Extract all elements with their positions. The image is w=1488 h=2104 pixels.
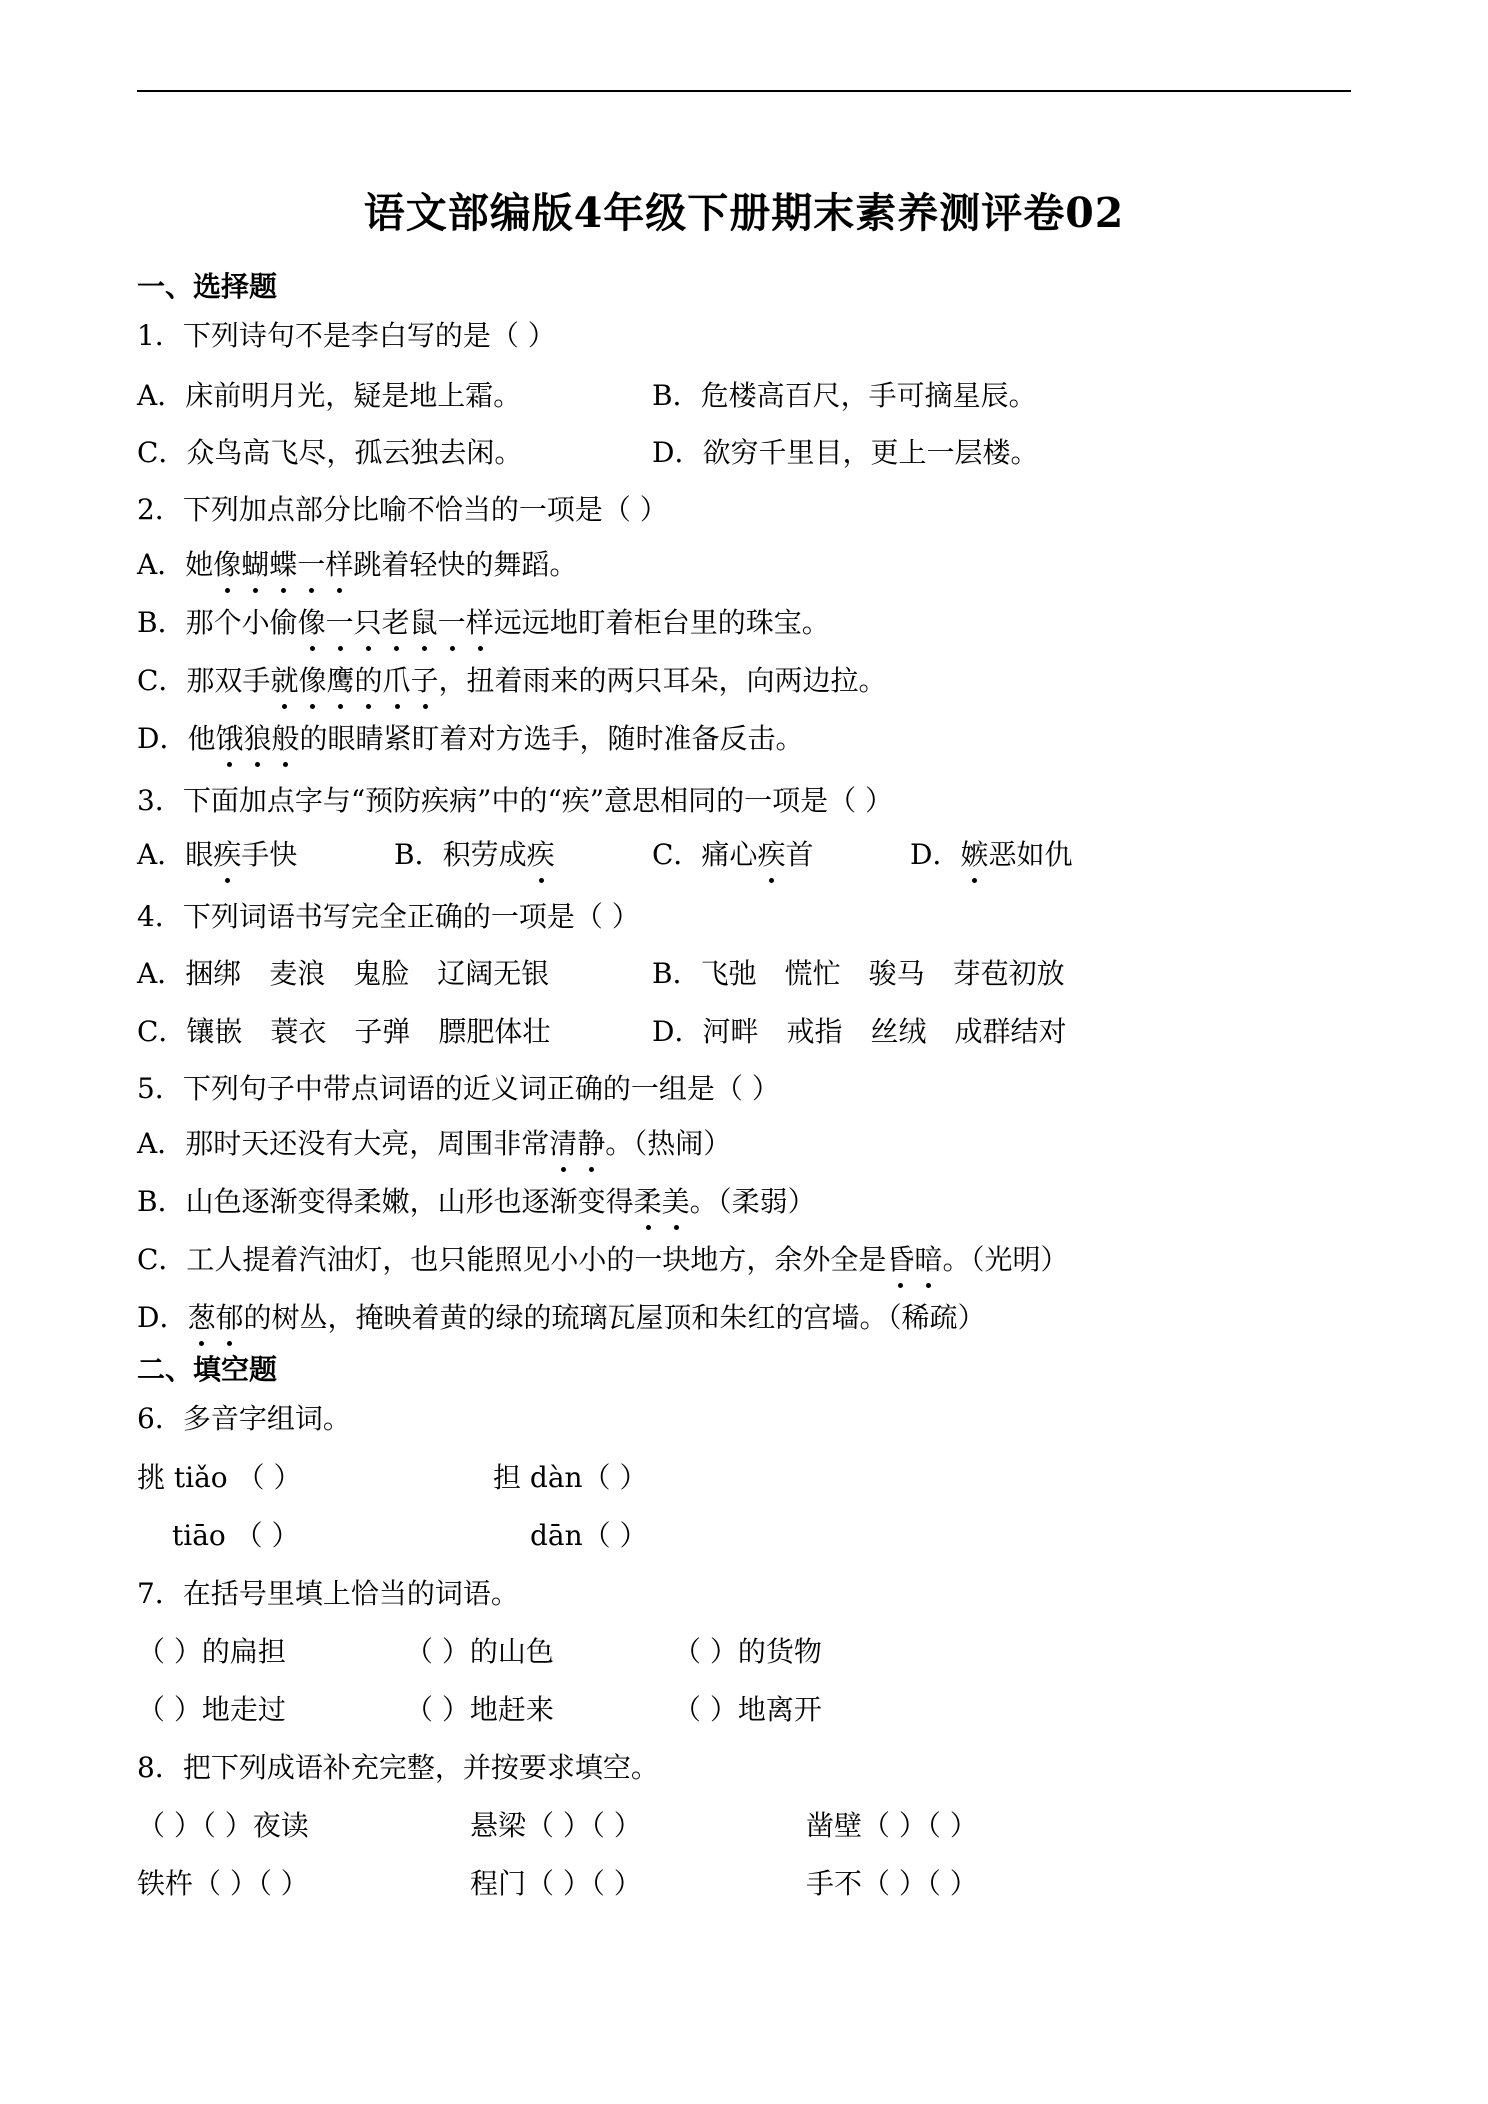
dotted-phrase — [270, 664, 438, 697]
question-6-row2-left: tiāo （ ） — [172, 1519, 300, 1552]
emphasis-dot-char: 昏 — [886, 1241, 914, 1279]
question-1-option-b: B．危楼高百尺，手可摘星辰。 — [652, 379, 1037, 412]
emphasis-dot-char: 鼠 — [410, 604, 438, 642]
question-7-stem: 7．在括号里填上恰当的词语。 — [137, 1577, 519, 1610]
emphasis-dot-char: 美 — [662, 1183, 690, 1221]
emphasis-dot-char: 狼 — [243, 720, 271, 758]
emphasis-dot-char: 样 — [466, 604, 494, 642]
question-1-option-c: C．众鸟高飞尽，孤云独去闲。 — [137, 436, 523, 469]
question-4-option-b: B．飞弛 慌忙 骏马 芽苞初放 — [652, 957, 1065, 990]
dotted-char — [527, 838, 555, 871]
dotted-phrase — [215, 722, 299, 755]
dotted-word — [549, 1127, 605, 1160]
question-6-row1-left: 挑 tiǎo （ ） — [137, 1461, 302, 1494]
question-6-row2-right: dān（ ） — [530, 1519, 648, 1552]
emphasis-dot-char: 清 — [549, 1125, 577, 1163]
question-6-stem: 6．多音字组词。 — [137, 1402, 351, 1435]
emphasis-dot-char: 嫉 — [960, 836, 988, 874]
question-4-option-a: A．捆绑 麦浪 鬼脸 辽阔无银 — [137, 957, 550, 990]
emphasis-dot-char: 柔 — [634, 1183, 662, 1221]
question-2-option-b: B．那个小偷像一只老鼠一样远远地盯着柜台里的珠宝。 — [137, 604, 830, 642]
question-5-option-c: C．工人提着汽油灯，也只能照见小小的一块地方，余外全是昏暗。（光明） — [137, 1241, 1068, 1279]
question-7-r2-item-1: （ ）地走过 — [137, 1693, 286, 1726]
question-8-r1-item-3: 凿壁（ ）（ ） — [806, 1809, 978, 1842]
dotted-char — [757, 838, 785, 871]
question-7-r2-item-2: （ ）地赶来 — [405, 1693, 554, 1726]
question-3-option-d: D．嫉恶如仇 — [910, 836, 1072, 874]
question-2-option-a: A．她像蝴蝶一样跳着轻快的舞蹈。 — [137, 546, 577, 584]
header-rule — [137, 90, 1351, 92]
question-7-r2-item-3: （ ）地离开 — [673, 1693, 822, 1726]
emphasis-dot-char: 一 — [438, 604, 466, 642]
emphasis-dot-char: 饿 — [215, 720, 243, 758]
section-heading-fill: 二、填空题 — [137, 1353, 278, 1386]
emphasis-dot-char: 爪 — [383, 662, 411, 700]
question-8-r1-item-2: 悬梁（ ）（ ） — [470, 1809, 642, 1842]
question-5-stem: 5．下列句子中带点词语的近义词正确的一组是（ ） — [137, 1072, 780, 1105]
question-1-option-a: A．床前明月光，疑是地上霜。 — [137, 379, 522, 412]
emphasis-dot-char: 蝶 — [269, 546, 297, 584]
emphasis-dot-char: 般 — [271, 720, 299, 758]
question-7-r1-item-2: （ ）的山色 — [405, 1635, 554, 1668]
emphasis-dot-char: 疾 — [527, 836, 555, 874]
question-3-option-c: C．痛心疾首 — [652, 836, 813, 874]
emphasis-dot-char: 疾 — [757, 836, 785, 874]
emphasis-dot-char: 郁 — [215, 1299, 243, 1337]
emphasis-dot-char: 静 — [577, 1125, 605, 1163]
question-2-option-c: C．那双手就像鹰的爪子，扭着雨来的两只耳朵，向两边拉。 — [137, 662, 887, 700]
emphasis-dot-char: 疾 — [213, 836, 241, 874]
question-1-stem: 1．下列诗句不是李白写的是（ ） — [137, 319, 556, 352]
question-8-r2-item-3: 手不（ ）（ ） — [806, 1867, 978, 1900]
question-3-option-b: B．积劳成疾 — [394, 836, 555, 874]
dotted-char — [960, 838, 988, 871]
question-4-option-c: C．镶嵌 蓑衣 子弹 膘肥体壮 — [137, 1015, 551, 1048]
question-4-stem: 4．下列词语书写完全正确的一项是（ ） — [137, 900, 640, 933]
question-6-row1-right: 担 dàn（ ） — [493, 1461, 648, 1494]
emphasis-dot-char: 葱 — [187, 1299, 215, 1337]
question-5-option-d: D．葱郁的树丛，掩映着黄的绿的琉璃瓦屋顶和朱红的宫墙。（稀疏） — [137, 1299, 986, 1337]
emphasis-dot-char: 像 — [213, 546, 241, 584]
dotted-word — [886, 1243, 942, 1276]
question-8-stem: 8．把下列成语补充完整，并按要求填空。 — [137, 1751, 659, 1784]
question-7-r1-item-3: （ ）的货物 — [673, 1635, 822, 1668]
emphasis-dot-char: 就 — [270, 662, 298, 700]
emphasis-dot-char: 只 — [354, 604, 382, 642]
emphasis-dot-char: 像 — [298, 604, 326, 642]
question-5-option-b: B．山色逐渐变得柔嫩，山形也逐渐变得柔美。（柔弱） — [137, 1183, 816, 1221]
section-heading-choice: 一、选择题 — [137, 270, 278, 303]
question-3-option-a: A．眼疾手快 — [137, 836, 297, 874]
question-8-r2-item-2: 程门（ ）（ ） — [470, 1867, 642, 1900]
question-3-stem: 3．下面加点字与“预防疾病”中的“疾”意思相同的一项是（ ） — [137, 784, 893, 817]
question-1-option-d: D．欲穷千里目，更上一层楼。 — [652, 436, 1039, 469]
question-7-r1-item-1: （ ）的扁担 — [137, 1635, 286, 1668]
question-5-option-a: A．那时天还没有大亮，周围非常清静。（热闹） — [137, 1125, 731, 1163]
emphasis-dot-char: 一 — [326, 604, 354, 642]
dotted-word — [634, 1185, 690, 1218]
dotted-char — [213, 838, 241, 871]
question-2-stem: 2．下列加点部分比喻不恰当的一项是（ ） — [137, 493, 668, 526]
emphasis-dot-char: 暗 — [914, 1241, 942, 1279]
dotted-phrase — [213, 548, 353, 581]
question-8-r1-item-1: （ ）（ ）夜读 — [137, 1809, 309, 1842]
question-2-option-d: D．他饿狼般的眼睛紧盯着对方选手，随时准备反击。 — [137, 720, 804, 758]
dotted-phrase — [298, 606, 494, 639]
emphasis-dot-char: 一 — [297, 546, 325, 584]
emphasis-dot-char: 样 — [325, 546, 353, 584]
dotted-word — [187, 1301, 243, 1334]
question-4-option-d: D．河畔 戒指 丝绒 成群结对 — [652, 1015, 1067, 1048]
question-8-r2-item-1: 铁杵（ ）（ ） — [137, 1867, 309, 1900]
emphasis-dot-char: 老 — [382, 604, 410, 642]
emphasis-dot-char: 子 — [411, 662, 439, 700]
emphasis-dot-char: 像 — [298, 662, 326, 700]
page-title: 语文部编版4年级下册期末素养测评卷02 — [363, 189, 1125, 237]
emphasis-dot-char: 蝴 — [241, 546, 269, 584]
emphasis-dot-char: 鹰 — [326, 662, 354, 700]
emphasis-dot-char: 的 — [354, 662, 382, 700]
